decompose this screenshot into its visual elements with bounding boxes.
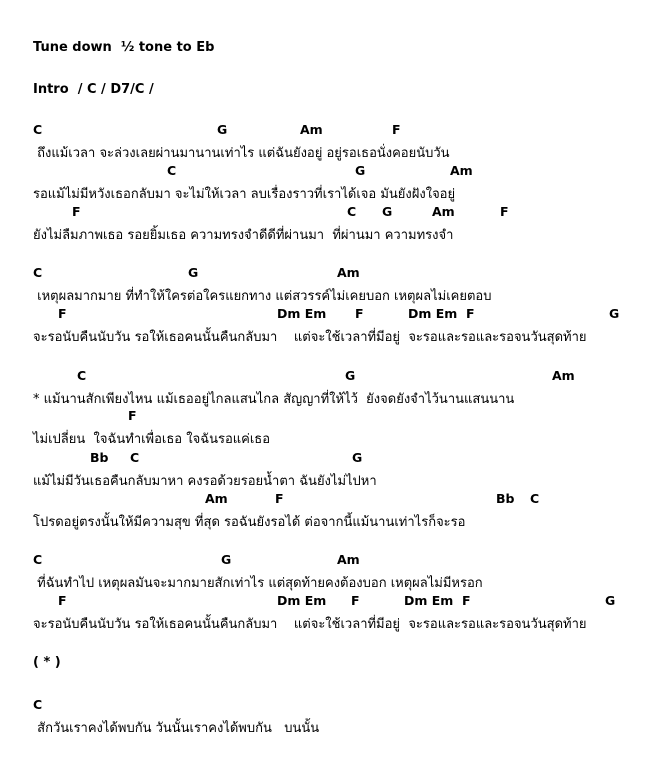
chord-label: C [530, 491, 540, 506]
chord-label: C [130, 450, 140, 465]
chord-label: F [355, 306, 364, 321]
lyric-line: ยังไม่ลืมภาพเธอ รอยยิ้มเธอ ความทรงจำดีดีที่ผ่านมา ที่ผ่านมา ความทรงจำ [33, 228, 454, 243]
chord-label: C [33, 697, 43, 712]
chord-label: Dm Em [408, 306, 458, 321]
chord-label: Dm Em [277, 306, 327, 321]
lyric-line: ไม่เปลี่ยน ใจฉันทำเพื่อเธอ ใจฉันรอแค่เธอ [33, 432, 271, 447]
chord-label: Am [300, 122, 323, 137]
chord-label: F [392, 122, 401, 137]
chord-label: F [466, 306, 475, 321]
chord-label: F [72, 204, 81, 219]
chord-label: Dm Em [404, 593, 454, 608]
chord-label: F [351, 593, 360, 608]
chord-label: G [345, 368, 356, 383]
chord-label: G [382, 204, 393, 219]
chord-label: G [355, 163, 366, 178]
chord-label: C [33, 265, 43, 280]
lyric-line: เหตุผลมากมาย ที่ทำให้ใครต่อใครแยกทาง แต่สวรรค์ไม่เคยบอก เหตุผลไม่เคยตอบ [33, 289, 492, 304]
chord-label: G [352, 450, 363, 465]
lyric-line: รอแม้ไม่มีหวังเธอกลับมา จะไม่ให้เวลา ลบเรื่องราวที่เราได้เจอ มันยังฝังใจอยู่ [33, 187, 456, 202]
chord-label: F [128, 408, 137, 423]
intro-chords: Intro / C / D7/C / [33, 82, 154, 97]
lyric-line: ถึงแม้เวลา จะล่วงเลยผ่านมานานเท่าไร แต่ฉันยังอยู่ อยู่รอเธอนั่งคอยนับวัน [33, 146, 450, 161]
chord-label: C [77, 368, 87, 383]
lyric-line: จะรอนับคืนนับวัน รอให้เธอคนนั้นคืนกลับมา แต่จะใช้เวลาที่มีอยู่ จะรอและรอและรอจนวันสุดท้าย [33, 330, 587, 345]
chord-label: Bb [496, 491, 515, 506]
chord-label: Dm Em [277, 593, 327, 608]
chord-label: C [347, 204, 357, 219]
chord-label: F [462, 593, 471, 608]
chord-label: C [33, 552, 43, 567]
lyric-line: แม้ไม่มีวันเธอคืนกลับมาหา คงรอด้วยรอยน้ำตา ฉันยังไม่ไปหา [33, 474, 377, 489]
chord-label: Am [450, 163, 473, 178]
lyric-line: ที่ฉันทำไป เหตุผลมันจะมากมายสักเท่าไร แต่สุดท้ายคงต้องบอก เหตุผลไม่มีหรอก [33, 576, 483, 591]
repeat-chorus-marker: ( * ) [33, 655, 61, 670]
chord-label: F [275, 491, 284, 506]
chord-label: F [58, 593, 67, 608]
chord-label: C [167, 163, 177, 178]
chord-label: G [217, 122, 228, 137]
chord-label: G [605, 593, 616, 608]
chord-label: Am [205, 491, 228, 506]
chord-label: Am [337, 265, 360, 280]
chord-label: Am [337, 552, 360, 567]
chord-label: Bb [90, 450, 109, 465]
chord-label: F [500, 204, 509, 219]
tuning-note: Tune down ½ tone to Eb [33, 40, 215, 55]
lyric-line: จะรอนับคืนนับวัน รอให้เธอคนนั้นคืนกลับมา แต่จะใช้เวลาที่มีอยู่ จะรอและรอและรอจนวันสุดท้าย [33, 617, 587, 632]
chord-label: G [609, 306, 620, 321]
lyric-line: สักวันเราคงได้พบกัน วันนั้นเราคงได้พบกัน บนนั้น [33, 721, 320, 736]
chord-label: G [188, 265, 199, 280]
chord-label: G [221, 552, 232, 567]
chord-label: F [58, 306, 67, 321]
chord-label: C [33, 122, 43, 137]
lyric-line: โปรดอยู่ตรงนั้นให้มีความสุข ที่สุด รอฉันยังรอได้ ต่อจากนี้แม้นานเท่าไรก็จะรอ [33, 515, 466, 530]
chord-label: Am [432, 204, 455, 219]
lyric-line: * แม้นานสักเพียงไหน แม้เธออยู่ไกลแสนไกล สัญญาที่ให้ไว้ ยังจดยังจำไว้นานแสนนาน [33, 392, 515, 407]
chord-label: Am [552, 368, 575, 383]
